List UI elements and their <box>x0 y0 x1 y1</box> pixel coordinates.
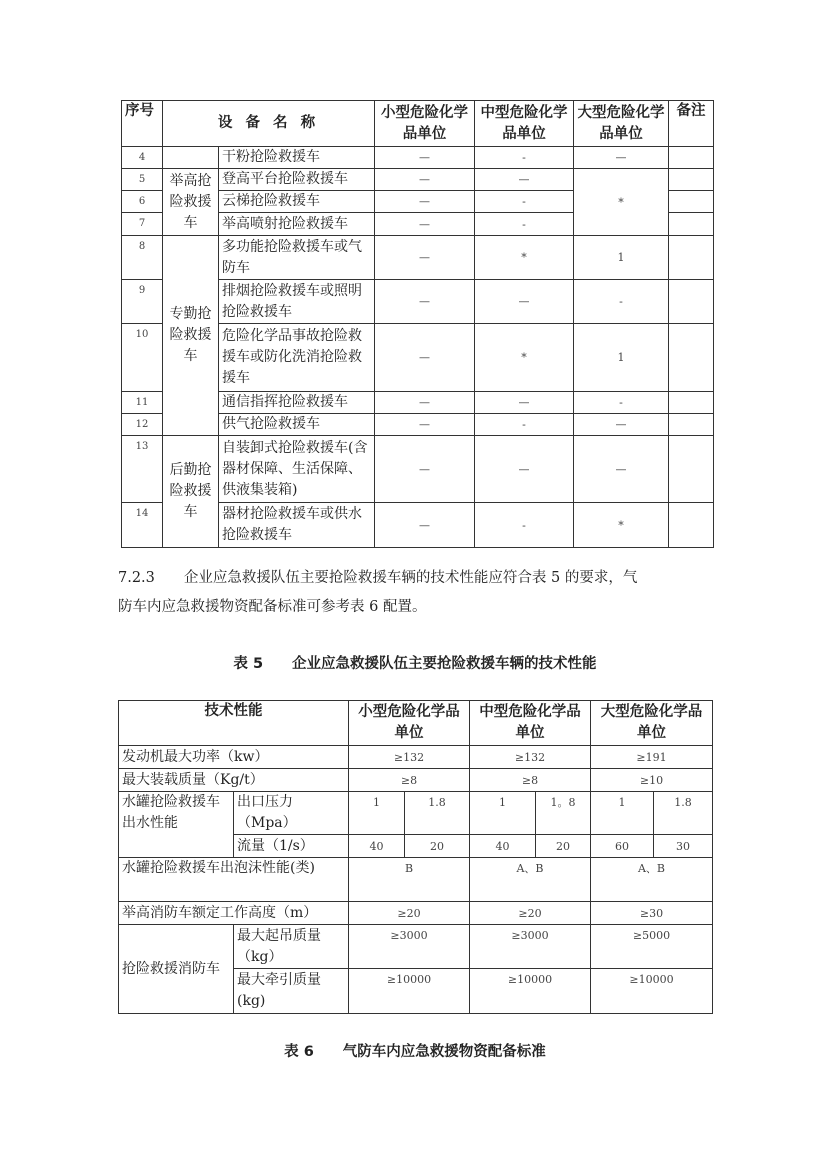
paragraph-line: 7.2.3 企业应急救援队伍主要抢险救援车辆的技术性能应符合表 5 的要求，气 <box>118 570 638 586</box>
remark <box>669 324 714 392</box>
cell: — <box>375 503 475 548</box>
sub-label: 最大牵引质量(kg) <box>234 969 349 1014</box>
cell: — <box>375 280 475 324</box>
table-row <box>119 792 713 835</box>
header-tech: 技术性能 <box>119 701 349 746</box>
cell: - <box>574 392 669 414</box>
cell: 1 <box>591 792 654 835</box>
cell: — <box>574 436 669 503</box>
cell: * <box>475 236 574 280</box>
cell: A、B <box>591 858 713 902</box>
cell: 1 <box>470 792 536 835</box>
cell: — <box>574 147 669 169</box>
row-no: 7 <box>122 213 163 236</box>
sub-label: 最大起吊质量（kg） <box>234 925 349 969</box>
row-name: 举高喷射抢险救援车 <box>219 213 375 236</box>
cell: — <box>375 324 475 392</box>
cell: 1 <box>349 792 405 835</box>
table-row <box>122 436 714 503</box>
row-no: 6 <box>122 191 163 213</box>
group-cell: 举高抢险救援车 <box>163 169 219 236</box>
cell: ≥30 <box>591 902 713 925</box>
cell: 30 <box>654 835 713 858</box>
remark <box>669 147 714 169</box>
group-cell: 专勤抢险救援车 <box>163 236 219 436</box>
cell: - <box>475 503 574 548</box>
row-label: 抢险救援消防车 <box>119 925 234 1014</box>
row-label: 最大装载质量（Kg/t） <box>119 769 349 792</box>
header-small: 小型危险化学品单位 <box>349 701 470 746</box>
row-label: 发动机最大功率（kw） <box>119 746 349 769</box>
remark <box>669 436 714 503</box>
cell: - <box>574 280 669 324</box>
row-name: 登高平台抢险救援车 <box>219 169 375 191</box>
cell: 40 <box>470 835 536 858</box>
cell: — <box>475 436 574 503</box>
table-row <box>122 147 714 169</box>
header-remark: 备注 <box>669 101 714 147</box>
cell: — <box>375 191 475 213</box>
remark <box>669 280 714 324</box>
group-cell <box>163 147 219 169</box>
header-name: 设 备 名 称 <box>163 101 375 147</box>
sub-label: 流量（1/s） <box>234 835 349 858</box>
header-no: 序号 <box>122 101 163 147</box>
cell: 40 <box>349 835 405 858</box>
table-row <box>119 925 713 969</box>
row-name: 供气抢险救援车 <box>219 414 375 436</box>
cell: ≥10000 <box>591 969 713 1014</box>
header-large: 大型危险化学品单位 <box>591 701 713 746</box>
cell: - <box>475 414 574 436</box>
cell: — <box>375 236 475 280</box>
header-small: 小型危险化学品单位 <box>375 101 475 147</box>
row-no: 5 <box>122 169 163 191</box>
header-medium: 中型危险化学品单位 <box>475 101 574 147</box>
group-cell: 后勤抢险救援车 <box>163 436 219 548</box>
table-row <box>122 169 714 191</box>
table-row <box>119 902 713 925</box>
remark <box>669 414 714 436</box>
cell: — <box>375 169 475 191</box>
cell: ≥132 <box>349 746 470 769</box>
row-no: 4 <box>122 147 163 169</box>
row-label: 举高消防车额定工作高度（m） <box>119 902 349 925</box>
row-label: 水罐抢险救援车出水性能 <box>119 792 234 858</box>
row-name: 通信指挥抢险救援车 <box>219 392 375 414</box>
cell: ≥3000 <box>349 925 470 969</box>
cell: ≥5000 <box>591 925 713 969</box>
cell: — <box>375 213 475 236</box>
cell: 1。8 <box>536 792 591 835</box>
table-row <box>122 236 714 280</box>
cell: ≥3000 <box>470 925 591 969</box>
cell: 1.8 <box>405 792 470 835</box>
row-no: 13 <box>122 436 163 503</box>
row-no: 9 <box>122 280 163 324</box>
cell: * <box>475 324 574 392</box>
cell: A、B <box>470 858 591 902</box>
cell: 20 <box>536 835 591 858</box>
remark <box>669 392 714 414</box>
table-row <box>119 858 713 902</box>
row-name: 器材抢险救援车或供水抢险救援车 <box>219 503 375 548</box>
cell: ≥132 <box>470 746 591 769</box>
cell: - <box>475 213 574 236</box>
cell: 1.8 <box>654 792 713 835</box>
table6-title: 表 6 气防车内应急救援物资配备标准 <box>284 1044 546 1060</box>
cell: — <box>375 392 475 414</box>
row-name: 干粉抢险救援车 <box>219 147 375 169</box>
row-label: 水罐抢险救援车出泡沫性能(类) <box>119 858 349 902</box>
paragraph-line: 防车内应急救援物资配备标准可参考表 6 配置。 <box>118 599 427 615</box>
cell: — <box>475 169 574 191</box>
remark <box>669 169 714 191</box>
tech-performance-table <box>118 700 713 1014</box>
row-name: 排烟抢险救援车或照明抢险救援车 <box>219 280 375 324</box>
row-no: 14 <box>122 503 163 548</box>
cell: — <box>475 280 574 324</box>
cell: ≥8 <box>349 769 470 792</box>
cell: - <box>475 191 574 213</box>
table-row <box>119 746 713 769</box>
cell: - <box>475 147 574 169</box>
cell: ≥10000 <box>470 969 591 1014</box>
cell: — <box>375 436 475 503</box>
row-no: 10 <box>122 324 163 392</box>
remark <box>669 213 714 236</box>
cell: ≥20 <box>349 902 470 925</box>
cell: — <box>375 414 475 436</box>
cell: — <box>475 392 574 414</box>
remark <box>669 503 714 548</box>
cell: 1 <box>574 236 669 280</box>
row-name: 多功能抢险救援车或气防车 <box>219 236 375 280</box>
remark <box>669 236 714 280</box>
header-medium: 中型危险化学品单位 <box>470 701 591 746</box>
cell: 20 <box>405 835 470 858</box>
cell: 1 <box>574 324 669 392</box>
cell: * <box>574 169 669 236</box>
row-name: 云梯抢险救援车 <box>219 191 375 213</box>
table5-title: 表 5 企业应急救援队伍主要抢险救援车辆的技术性能 <box>233 656 597 672</box>
row-no: 11 <box>122 392 163 414</box>
row-name: 自装卸式抢险救援车(含器材保障、生活保障、供液集装箱) <box>219 436 375 503</box>
cell: ≥20 <box>470 902 591 925</box>
cell: — <box>375 147 475 169</box>
remark <box>669 191 714 213</box>
cell: ≥10 <box>591 769 713 792</box>
cell: ≥10000 <box>349 969 470 1014</box>
sub-label: 出口压力（Mpa） <box>234 792 349 835</box>
cell: ≥8 <box>470 769 591 792</box>
cell: — <box>574 414 669 436</box>
row-no: 12 <box>122 414 163 436</box>
paragraph-7-2-3 <box>118 564 718 622</box>
cell: * <box>574 503 669 548</box>
row-name: 危险化学品事故抢险救援车或防化洗消抢险救援车 <box>219 324 375 392</box>
cell: 60 <box>591 835 654 858</box>
header-large: 大型危险化学品单位 <box>574 101 669 147</box>
equipment-table <box>121 100 714 548</box>
cell: ≥191 <box>591 746 713 769</box>
row-no: 8 <box>122 236 163 280</box>
cell: B <box>349 858 470 902</box>
table-row <box>119 769 713 792</box>
